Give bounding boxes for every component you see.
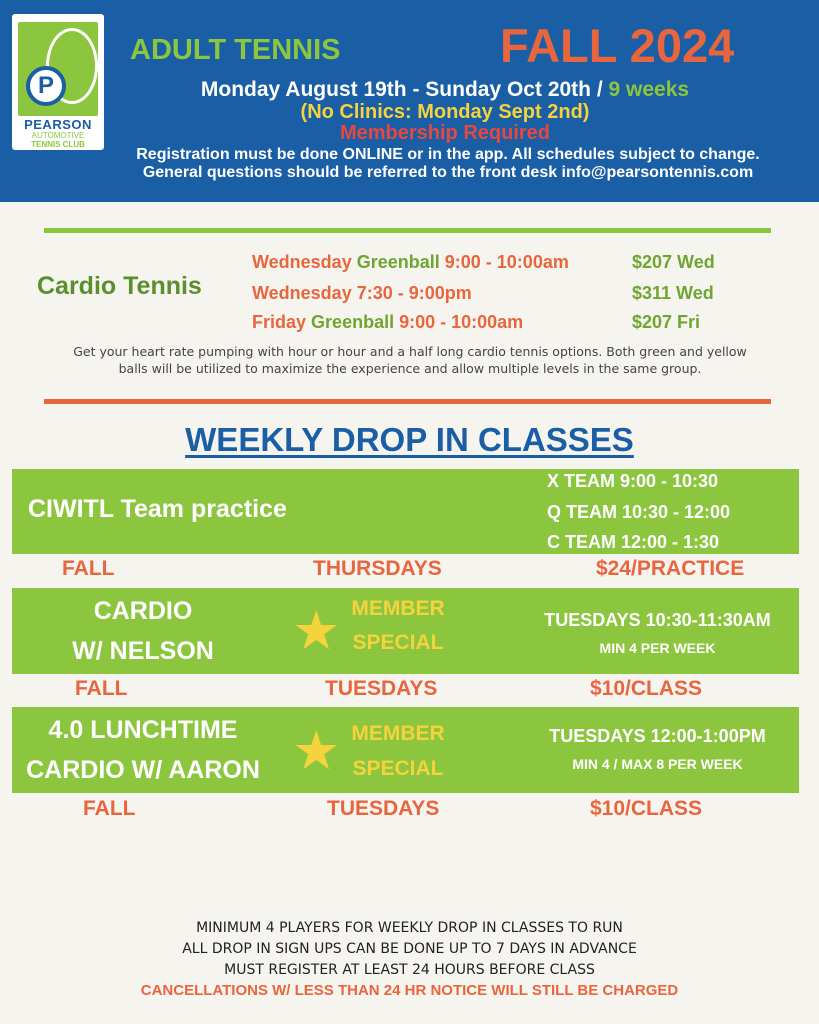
star-icon: ★	[292, 599, 341, 662]
weekly-title-text: WEEKLY DROP IN CLASSES	[185, 421, 634, 458]
nelson-time: TUESDAYS 10:30-11:30AM	[544, 610, 771, 630]
ciwitl-season: FALL	[62, 557, 115, 580]
footer-line: MUST REGISTER AT LEAST 24 HOURS BEFORE CLASS	[224, 962, 595, 978]
logo-line2: AUTOMOTIVE	[31, 131, 85, 140]
season-title: FALL 2024	[500, 19, 735, 72]
divider-orange	[44, 399, 771, 404]
cardio-price: $311 Wed	[632, 283, 714, 303]
header-banner	[0, 0, 819, 202]
session-dates	[100, 78, 790, 102]
no-clinics-note: (No Clinics: Monday Sept 2nd)	[300, 101, 590, 123]
member-special-line1: MEMBER	[351, 722, 445, 745]
nelson-price: $10/CLASS	[590, 677, 703, 700]
questions-note: General questions should be referred to the front desk info@pearsontennis.com	[142, 164, 754, 181]
member-special-line2: SPECIAL	[352, 631, 444, 654]
row-time: 9:00 - 10:00am	[399, 312, 524, 332]
nelson-day: TUESDAYS	[325, 677, 438, 700]
lunchtime-day: TUESDAYS	[327, 797, 440, 820]
logo-line1: PEARSON	[24, 117, 92, 132]
weeks-count: 9 weeks	[608, 78, 690, 101]
nelson-note: MIN 4 PER WEEK	[599, 640, 716, 656]
lunchtime-season: FALL	[83, 797, 136, 820]
divider-green	[44, 228, 771, 233]
lunchtime-name-line1: 4.0 LUNCHTIME	[48, 716, 238, 744]
member-special-line1: MEMBER	[351, 597, 445, 620]
cardio-schedule-row	[252, 312, 523, 333]
nelson-season: FALL	[75, 677, 128, 700]
team-time: X TEAM 9:00 - 10:30	[547, 471, 719, 491]
registration-note: Registration must be done ONLINE or in the app. All schedules subject to change.	[136, 146, 760, 163]
program-title: ADULT TENNIS	[130, 34, 341, 66]
row-time: 7:30 - 9:00pm	[356, 283, 472, 303]
footer-line: ALL DROP IN SIGN UPS CAN BE DONE UP TO 7 DAYS IN ADVANCE	[182, 941, 637, 957]
membership-note: Membership Required	[339, 122, 551, 144]
team-time: C TEAM 12:00 - 1:30	[547, 532, 720, 552]
cardio-description	[30, 343, 790, 377]
footer-line: MINIMUM 4 PLAYERS FOR WEEKLY DROP IN CLASSES TO RUN	[196, 920, 623, 936]
club-logo	[12, 14, 104, 150]
ciwitl-day: THURSDAYS	[313, 557, 442, 580]
cardio-title: Cardio Tennis	[37, 272, 202, 300]
description-line: Get your heart rate pumping with hour or hour and a half long cardio tennis options. Both green and yellow	[73, 344, 747, 359]
row-day: Wednesday	[252, 252, 352, 272]
lunchtime-name-line2: CARDIO W/ AARON	[26, 756, 260, 784]
row-ball: Greenball	[311, 312, 395, 332]
row-day: Wednesday	[252, 283, 352, 303]
row-time: 9:00 - 10:00am	[444, 252, 569, 272]
cardio-schedule-row	[252, 283, 472, 304]
weekly-title	[0, 421, 819, 459]
logo-background	[18, 22, 98, 116]
row-day: Friday	[252, 312, 307, 332]
lunchtime-time: TUESDAYS 12:00-1:00PM	[549, 726, 766, 746]
nelson-name-line1: CARDIO	[93, 597, 193, 625]
cardio-schedule-row	[252, 252, 569, 273]
row-ball: Greenball	[356, 252, 440, 272]
logo-letter: P	[26, 66, 66, 106]
logo-line3: TENNIS CLUB	[31, 140, 85, 149]
ciwitl-price: $24/PRACTICE	[596, 557, 745, 580]
lunchtime-note: MIN 4 / MAX 8 PER WEEK	[572, 756, 743, 772]
nelson-name-line2: W/ NELSON	[72, 637, 214, 665]
cardio-price: $207 Wed	[632, 252, 715, 272]
team-time: Q TEAM 10:30 - 12:00	[547, 502, 731, 522]
lunchtime-price: $10/CLASS	[590, 797, 703, 820]
description-line: balls will be utilized to maximize the experience and allow multiple levels in the same group.	[118, 361, 702, 376]
ciwitl-name: CIWITL Team practice	[28, 495, 287, 523]
star-icon: ★	[292, 719, 341, 782]
dates-text: Monday August 19th - Sunday Oct 20th /	[200, 78, 603, 101]
member-special-line2: SPECIAL	[352, 757, 444, 780]
cancellation-warning: CANCELLATIONS W/ LESS THAN 24 HR NOTICE WILL STILL BE CHARGED	[140, 982, 679, 999]
cardio-price: $207 Fri	[632, 312, 701, 332]
